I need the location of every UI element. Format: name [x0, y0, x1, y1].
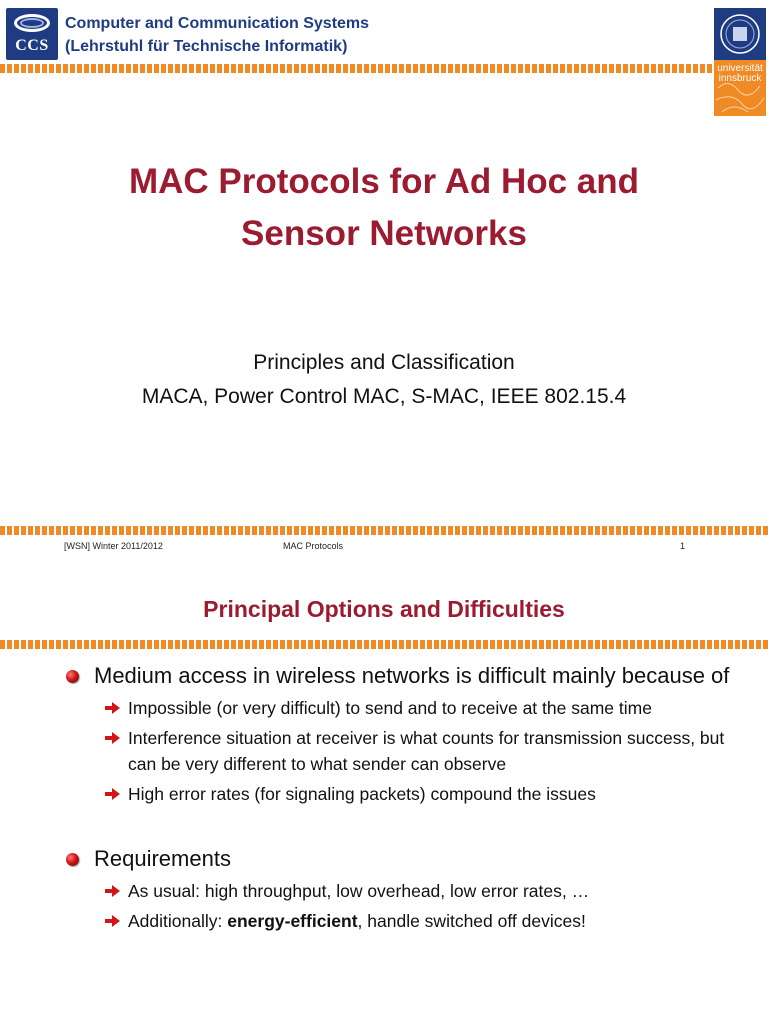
arrow-bullet-icon	[105, 788, 121, 800]
sub-bullet-as-usual	[60, 878, 740, 904]
bullet-requirements	[60, 843, 740, 874]
sub-bullet-send-receive	[60, 695, 740, 721]
logo-inner-ring-shape	[20, 18, 44, 28]
sub-bullet-error-rates	[60, 781, 740, 807]
footer-course: [WSN] Winter 2011/2012	[64, 541, 163, 551]
university-logo	[714, 8, 766, 116]
footer-topic: MAC Protocols	[283, 541, 344, 551]
header-divider-stripe	[0, 64, 712, 73]
arrow-bullet-icon	[105, 915, 121, 927]
bullet-dot-icon	[66, 853, 79, 866]
sub-bullet-interference	[60, 725, 740, 777]
bullet-text: Requirements	[94, 846, 231, 871]
sub-bullet-text: High error rates (for signaling packets) compound the issues	[128, 784, 596, 804]
sub-bullet-energy-efficient	[60, 908, 740, 934]
sub-bullet-text: Interference situation at receiver is what counts for transmission success, but can be very different to what sender can observe	[128, 728, 725, 774]
university-logo-word2: innsbruck	[718, 73, 762, 84]
sub-bullet-text: As usual: high throughput, low overhead, low error rates, …	[128, 881, 590, 901]
slide1-subtitle-line1: Principles and Classification	[253, 351, 515, 374]
bullet-text: Medium access in wireless networks is difficult mainly because of	[94, 663, 730, 688]
arrow-bullet-icon	[105, 702, 121, 714]
arrow-bullet-icon	[105, 885, 121, 897]
sub-bullet-text-suffix: , handle switched off devices!	[357, 911, 586, 931]
slide2-title: Principal Options and Difficulties	[203, 596, 565, 622]
slide1-title-line2: Sensor Networks	[241, 214, 527, 253]
group-name-line1: Computer and Communication Systems	[65, 15, 370, 32]
slide1-subtitle	[0, 346, 768, 414]
footer-page-number: 1	[680, 541, 686, 551]
logo-text: CCS	[15, 37, 49, 54]
group-name-line2: (Lehrstuhl für Technische Informatik)	[65, 38, 348, 55]
group-name	[65, 12, 369, 58]
ccs-logo	[6, 8, 58, 60]
bullet-medium-access	[60, 660, 740, 691]
slide1-subtitle-line2: MACA, Power Control MAC, S-MAC, IEEE 802.15.4	[141, 385, 627, 408]
sub-bullet-text: Impossible (or very difficult) to send and to receive at the same time	[128, 698, 652, 718]
slide2-bullet-list	[60, 660, 740, 934]
arrow-bullet-icon	[105, 732, 121, 744]
slide2-divider-stripe	[0, 640, 768, 649]
university-logo-word1: universität	[717, 63, 763, 74]
slide1-title-line1: MAC Protocols for Ad Hoc and	[128, 162, 640, 201]
bullet-dot-icon	[66, 670, 79, 683]
slide1-title	[0, 156, 768, 260]
sub-bullet-text-emphasis: energy-efficient	[227, 911, 358, 931]
footer-divider-stripe	[0, 526, 768, 535]
sub-bullet-text-prefix: Additionally:	[128, 911, 228, 931]
